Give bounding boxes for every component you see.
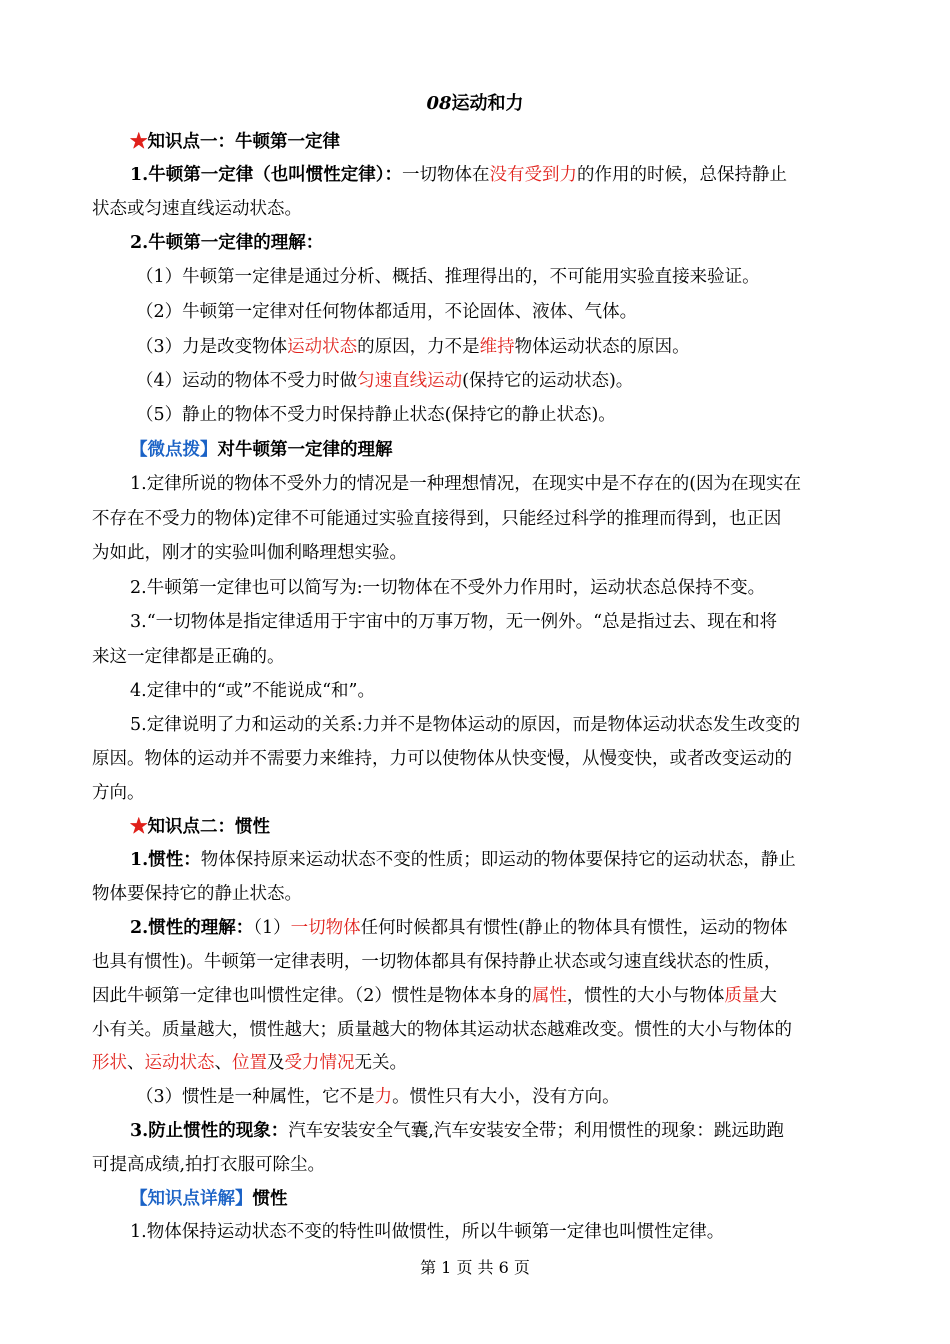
kp2-p4-a: 汽车安装安全气囊,汽车安装安全带；利用惯性的现象：跳远助跑 (288, 1121, 784, 1141)
kp2-p2-label: 2.惯性的理解： (130, 918, 254, 938)
tip-4: 4.定律中的“或”不能说成“和”。 (130, 681, 375, 701)
kp2-p2-highlight-5: 运动状态 (144, 1053, 215, 1073)
detail-tag: 【知识点详解】 (130, 1189, 253, 1209)
kp2-p2-l3-b: ，惯性的大小与物体 (566, 986, 725, 1006)
kp1-p1-text-b: 的作用的时候，总保持静止 (577, 165, 788, 185)
kp2-heading (130, 810, 900, 845)
kp1-p1-highlight: 没有受到力 (489, 165, 578, 185)
kp1-item-2: （2）牛顿第一定律对任何物体都适用，不论固体、液体、气体。 (136, 302, 638, 322)
tip-1-line2: 不存在不受力的物体)定律不可能通过实验直接得到，只能经过科学的推理而得到，也正因 (92, 509, 782, 529)
kp1-p1-line1 (130, 158, 900, 193)
kp2-p2-line3 (92, 979, 862, 1014)
kp2-p2-highlight-3: 质量 (724, 986, 760, 1006)
tip-heading (130, 433, 900, 468)
kp1-heading (130, 125, 900, 160)
kp2-p2-l3-a: 因此牛顿第一定律也叫惯性定律。（2）惯性是物体本身的 (92, 986, 532, 1006)
kp2-p2-highlight-2: 属性 (531, 986, 567, 1006)
kp2-heading-text: 知识点二：惯性 (147, 817, 270, 837)
title-number: 08 (426, 93, 452, 114)
kp2-p4-line1 (130, 1114, 900, 1149)
kp1-item-1: （1）牛顿第一定律是通过分析、概括、推理得出的，不可能用实验直接来验证。 (136, 267, 760, 287)
kp1-item-3-a: （3）力是改变物体 (136, 337, 288, 357)
tip-5-line2: 原因。物体的运动并不需要力来维持，力可以使物体从快变慢，从慢变快，或者改变运动的 (92, 749, 792, 769)
kp1-item-4-a: （4）运动的物体不受力时做 (136, 371, 358, 391)
kp1-item-3-c: 物体运动状态的原因。 (514, 337, 690, 357)
detail-heading-text: 惯性 (252, 1189, 288, 1209)
kp1-item-3-highlight-1: 运动状态 (287, 337, 358, 357)
tip-1-line3: 为如此，刚才的实验叫伽利略理想实验。 (92, 543, 407, 563)
star-icon: ★ (130, 817, 148, 837)
tip-5-line3: 方向。 (92, 783, 145, 803)
kp1-item-3-highlight-2: 维持 (479, 337, 515, 357)
kp1-p1-text-a: 一切物体在 (402, 165, 490, 185)
kp2-p2-highlight-1: 一切物体 (290, 918, 361, 938)
kp2-p1-label: 1.惯性： (130, 850, 201, 870)
kp2-p2-highlight-6: 位置 (232, 1053, 267, 1073)
kp1-p1-label: 1.牛顿第一定律（也叫惯性定律）： (130, 165, 403, 185)
kp1-p1-line2: 状态或匀速直线运动状态。 (92, 199, 302, 219)
kp2-p2-line2: 也具有惯性)。牛顿第一定律表明，一切物体都具有保持静止状态或匀速直线状态的性质， (92, 952, 782, 972)
tip-2: 2.牛顿第一定律也可以简写为:一切物体在不受外力作用时，运动状态总保持不变。 (130, 578, 766, 598)
kp1-item-4-highlight: 匀速直线运动 (357, 371, 463, 391)
kp1-p2-label: 2.牛顿第一定律的理解： (130, 233, 324, 253)
kp2-p3 (136, 1080, 906, 1115)
detail-1: 1.物体保持运动状态不变的特性叫做惯性，所以牛顿第一定律也叫惯性定律。 (130, 1222, 725, 1242)
kp2-p1-line2: 物体要保持它的静止状态。 (92, 884, 302, 904)
detail-heading (130, 1182, 900, 1217)
title-text: 运动和力 (451, 93, 524, 114)
kp2-p4-label: 3.防止惯性的现象： (130, 1121, 289, 1141)
tip-heading-text: 对牛顿第一定律的理解 (217, 440, 393, 460)
tip-3-line1: 3.“一切物体是指定律适用于宇宙中的万事万物，无一例外。“总是指过去、现在和将 (130, 612, 778, 632)
tip-5-line1: 5.定律说明了力和运动的关系:力并不是物体运动的原因，而是物体运动状态发生改变的 (130, 715, 801, 735)
kp1-heading-text: 知识点一：牛顿第一定律 (147, 132, 340, 152)
kp2-p2-end: 无关。 (354, 1053, 407, 1073)
kp2-p2-l3-c: 大 (759, 986, 777, 1006)
kp2-p2-highlight-7: 受力情况 (284, 1053, 355, 1073)
kp2-p2-b: 任何时候都具有惯性(静止的物体具有惯性，运动的物体 (360, 918, 788, 938)
kp2-p2-and: 及 (267, 1053, 285, 1073)
tip-tag: 【微点拨】 (130, 440, 218, 460)
kp2-p2-highlight-4: 形状 (92, 1053, 127, 1073)
page-footer: 第 1 页 共 6 页 (420, 1258, 530, 1277)
kp2-p2-sep-2: 、 (214, 1053, 232, 1073)
kp2-p2-line5 (92, 1046, 862, 1081)
kp2-p1-text: 物体保持原来运动状态不变的性质；即运动的物体要保持它的运动状态，静止 (200, 850, 796, 870)
star-icon: ★ (130, 132, 148, 152)
kp1-item-3 (136, 330, 906, 365)
tip-3-line2: 来这一定律都是正确的。 (92, 647, 285, 667)
kp2-p1-line1 (130, 843, 900, 878)
kp2-p3-highlight: 力 (374, 1087, 393, 1107)
page-title (0, 92, 950, 116)
tip-1-line1: 1.定律所说的物体不受外力的情况是一种理想情况，在现实中是不存在的(因为在现实在 (130, 474, 802, 494)
kp1-item-3-b: 的原因，力不是 (357, 337, 480, 357)
kp2-p2-sep-1: 、 (127, 1053, 145, 1073)
kp2-p3-b: 。惯性只有大小，没有方向。 (392, 1087, 620, 1107)
kp1-item-4-b: (保持它的运动状态)。 (462, 371, 634, 391)
kp2-p2-a: （1） (253, 918, 291, 938)
kp2-p3-a: （3）惯性是一种属性，它不是 (136, 1087, 375, 1107)
kp1-item-4 (136, 364, 906, 399)
kp2-p4-line2: 可提高成绩,拍打衣服可除尘。 (92, 1155, 326, 1175)
kp2-p2-line1 (130, 911, 900, 946)
kp2-p2-line4: 小有关。质量越大，惯性越大；质量越大的物体其运动状态越难改变。惯性的大小与物体的 (92, 1020, 792, 1040)
kp1-item-5: （5）静止的物体不受力时保持静止状态(保持它的静止状态)。 (136, 405, 616, 425)
